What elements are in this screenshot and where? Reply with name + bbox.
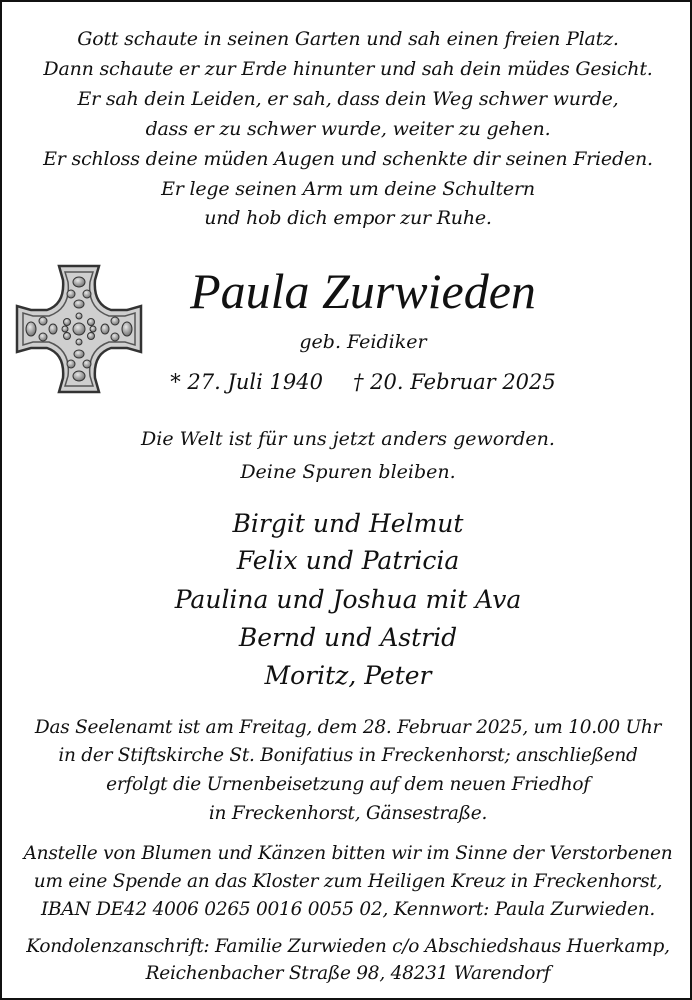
poem-line: Dann schaute er zur Erde hinunter und sah dein müdes Gesicht.: [43, 58, 653, 80]
family-member: Birgit und Helmut: [232, 509, 464, 538]
service-line: Das Seelenamt ist am Freitag, dem 28. Februar 2025, um 10.00 Uhr: [34, 717, 662, 738]
quote-line: Deine Spuren bleiben.: [240, 461, 456, 483]
family-member: Felix und Patricia: [236, 546, 460, 575]
poem-line: Gott schaute in seinen Garten und sah einen freien Platz.: [77, 28, 619, 50]
donation-line: Anstelle von Blumen und Känzen bitten wir im Sinne der Verstorbenen: [23, 843, 673, 864]
poem-line: dass er zu schwer wurde, weiter zu gehen.: [145, 118, 551, 140]
service-line: in Freckenhorst, Gänsestraße.: [208, 803, 488, 824]
quote-line: Die Welt ist für uns jetzt anders geworden.: [141, 428, 555, 450]
death-date: † 20. Februar 2025: [352, 370, 556, 394]
service-line: erfolgt die Urnenbeisetzung auf dem neuen Friedhof: [106, 774, 590, 795]
poem-line: und hob dich empor zur Ruhe.: [204, 207, 492, 229]
poem-line: Er schloss deine müden Augen und schenkte dir seinen Frieden.: [43, 148, 653, 170]
service-line: in der Stiftskirche St. Bonifatius in Freckenhorst; anschließend: [58, 745, 638, 766]
poem-line: Er sah dein Leiden, er sah, dass dein Weg schwer wurde,: [77, 88, 619, 110]
family-member: Paulina und Joshua mit Ava: [174, 585, 522, 614]
birth-date: * 27. Juli 1940: [170, 370, 323, 394]
donation-line: IBAN DE42 4006 0265 0016 0055 02, Kennwort: Paula Zurwieden.: [41, 899, 655, 920]
condolence-line: Reichenbacher Straße 98, 48231 Warendorf: [145, 963, 551, 984]
birth-name: geb. Feidiker: [299, 331, 427, 353]
poem-line: Er lege seinen Arm um deine Schultern: [161, 178, 535, 200]
donation-line: um eine Spende an das Kloster zum Heiligen Kreuz in Freckenhorst,: [33, 871, 663, 892]
family-member: Moritz, Peter: [264, 661, 432, 690]
life-dates: [32, 372, 692, 393]
condolence-line: Kondolenzanschrift: Familie Zurwieden c/o Abschiedshaus Huerkamp,: [26, 936, 670, 957]
deceased-name: Paula Zurwieden: [190, 263, 536, 319]
family-member: Bernd und Astrid: [238, 623, 458, 652]
